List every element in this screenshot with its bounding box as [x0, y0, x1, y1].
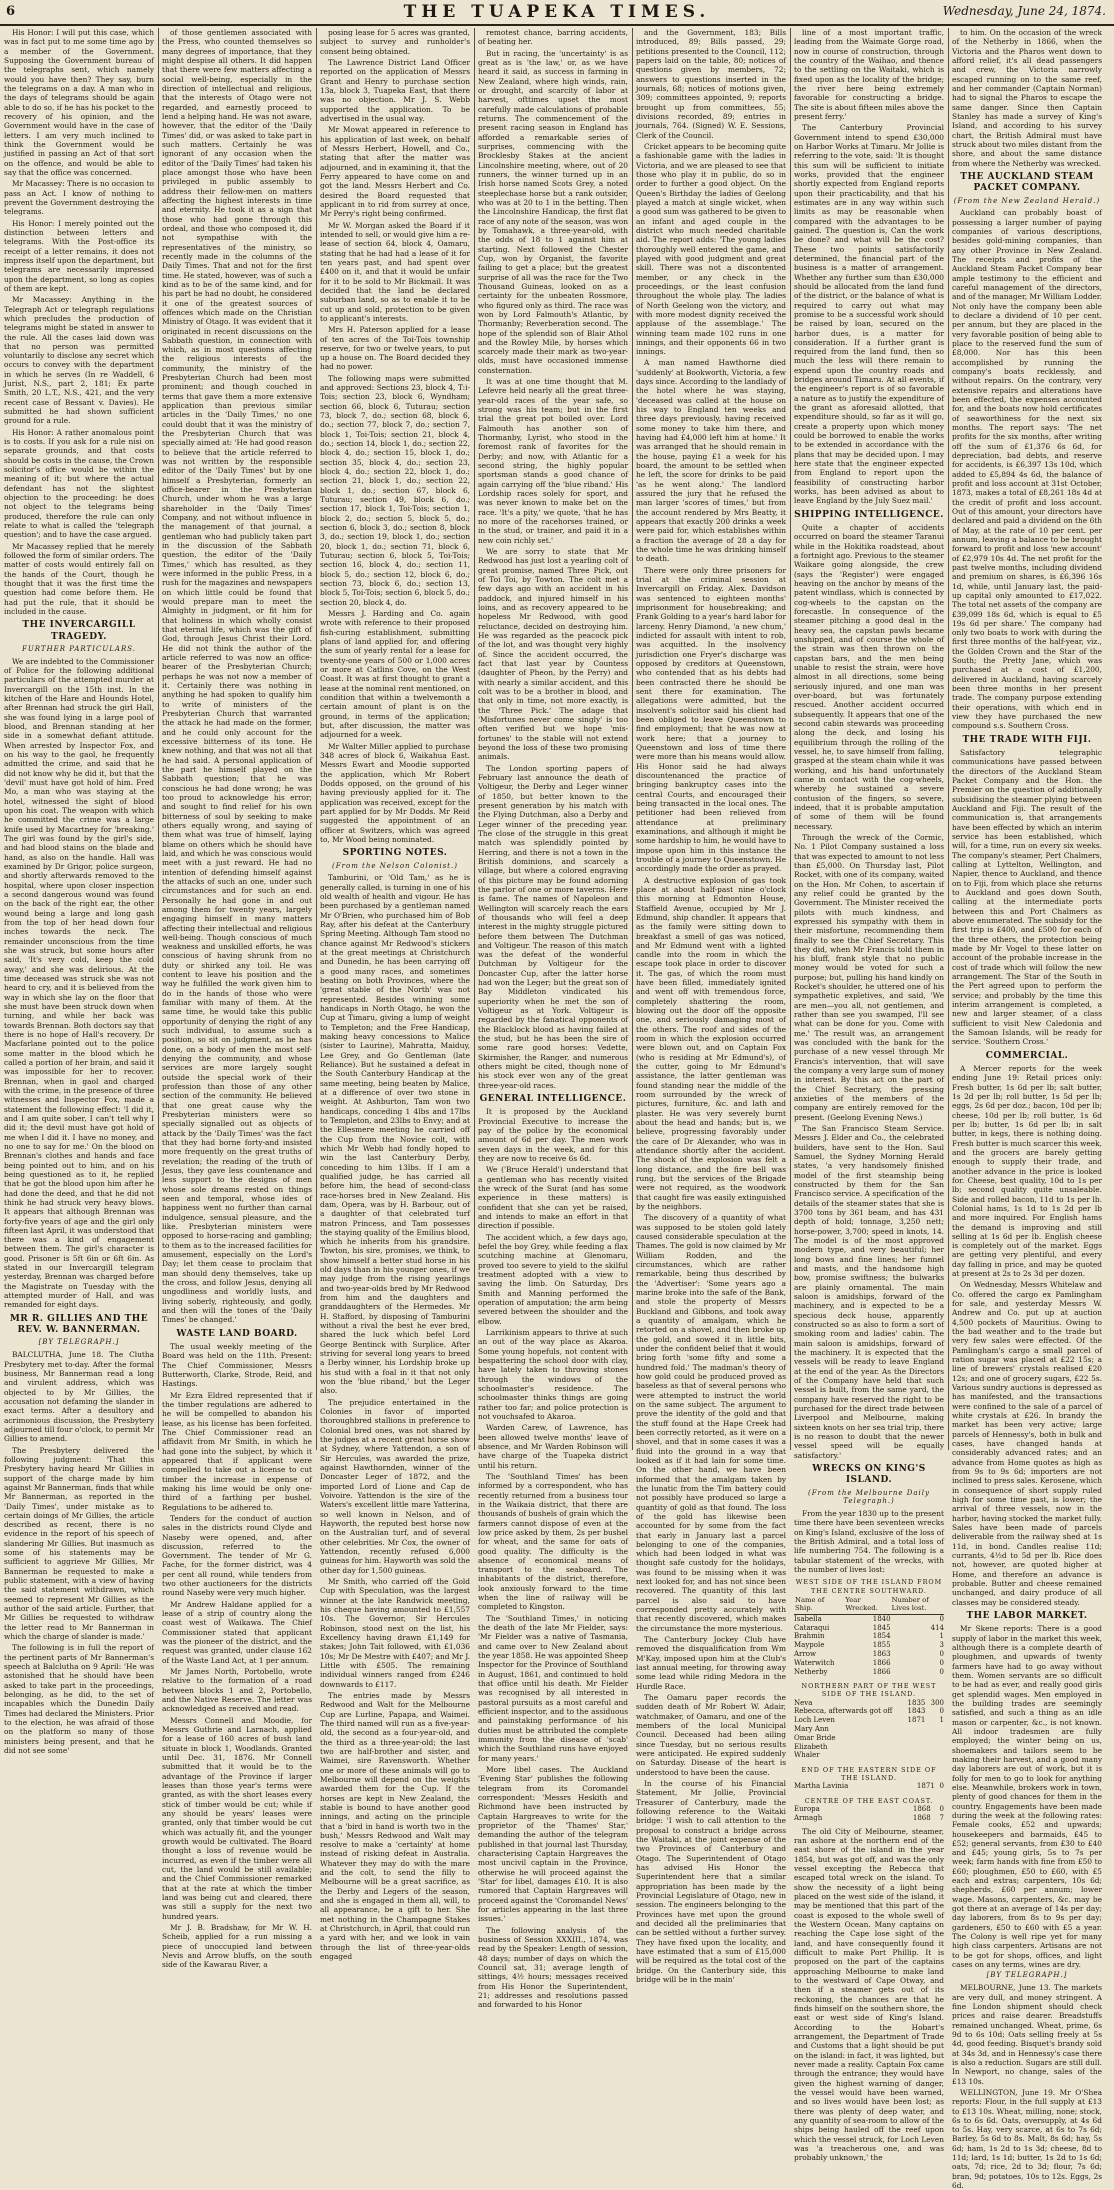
- lives-lost-cell: [925, 1725, 944, 1734]
- lives-lost-cell: 300: [930, 1698, 944, 1707]
- column-rule: [316, 28, 317, 1450]
- article-paragraph: A man named Hawthorne died 'suddenly' at Bookworth, Victoria, a few days since. According to the landlady of the hotel where he was staying, 'deceased was called at the house on his way to England ten weeks and three days previously, having received some money to take him there, and having had £4,000 left him at home.' It was arranged that he should remain in the house, paying £1 a week for his board, the amount to be settled when he left, the score for drinks to be paid 'as he went along.' The landlord assured the jury that he refused the man larger 'scores of times,' but from the account rendered by Mrs Beatty, it appears that exactly 200 drinks a week were paid for, which establishes within a fraction the average of 28 a day for the whole time he was drinking himself to death.: [636, 358, 786, 564]
- column-2: [162, 28, 312, 1970]
- article-paragraph: Mr J. B. Bradshaw, for Mr W. H. Scheib, applied for a run missing a piece of unoccupied land between Nevis and Arrow bluffs, on the south side of the Kawarau River, a: [162, 1922, 312, 1970]
- table-row: [794, 1814, 944, 1823]
- table-header-cell: Year Wrecked.: [844, 1595, 890, 1615]
- table-row: [794, 1668, 944, 1677]
- lives-lost-cell: 1: [939, 1632, 944, 1641]
- article-paragraph: of those gentlemen associated with the Press, who counted themselves so many degrees of importance, that they might despise all others. It did happen that there were few matters affecting a social well-being, especially in the direction of intellectual and religious, that the interests of Otago were not regarded, and earnestly proceed to lend a helping hand. He was not aware, however, that the editor of the 'Daily Times' did, or was asked to take part in such matters. Certainly he was ignorant of any occasion when the editor of the 'Daily Times' had taken his place amongst those who have been privileged in public assembly to address their fellow-men on matters affecting the highest interests in time and eternity. He took it as a sign that those who had gone through this ordeal, and those who composed it, did not sympathise with the representatives of the ministry, so recently made in the columns of the Daily Times. That and not for the first time. He stated, however, was of such a kind as to be of the same kind, and for his part he had no doubt, he considered it one of the greatest sources of offences which made on the Christian Ministry of Otago. It was evident that it originated in recent discussions on the Sabbath question, in connection with which, as in most questions affecting the religious interests of the community, the ministry of the Presbyterian Church had been most prominent; and though couched in terms that gave them a more extensive application than previous similar articles in the 'Daily Times,' no one could doubt that it was the ministry of the Presbyterian Church that was specially aimed at: 'He had good reason to believe that the article referred to was not written by the responsible editor of the 'Daily Times' but by one himself a Presbyterian, formerly an office-bearer in the Presbyterian Church, under whom he was a large shareholder in the 'Daily Times' Company, and not without influence in the management of that journal, a gentleman who had publicly taken part in the discussion of the Sabbath question, the editor of the 'Daily Times,' which has resulted, as they were informed in the public Press, in a rush for the magazines and newspapers on which little could be found that would prepare man to meet the Almighty in judgment, or fit him for that holiness in which wholly consist that eternal life, which was the gift of God, through Jesus Christ their Lord. He did not think the author of the article referred to was now an office-bearer of the Presbyterian Church; perhaps he was not now a member of it. Certainly there was nothing in anything he had spoken to qualify him to write of ministers of the Presbyterian Church that warranted the attack he had made on the former, and he could only account for the excessive bitterness of its tone. He knew nothing, and that was not all that he had said. A personal application of the part he himself played on the Sabbath question; that he was conscious he had done wrong; he was too proud to acknowledge his error; and sought to find relief for his own bitterness of soul by seeking to make others equally wrong, and saying of them what was true of himself, laying blame on others which he should have laid, and which he was conscious would meet with a just reward. He had no intention of defending himself against the attacks of such an one, under such circumstances and for such an end. Personally he had gone in and out among them for twenty years, largely engaging himself in many matters affecting their intellectual and religious well-being. Though conscious of much weakness and unskilled efforts, he was conscious of having shrunk from no duty or shirked any toil. He was content to leave his position and the way he fulfilled the work given him to do in the hands of those who were familiar with many of them. At the same time, he would take this public opportunity of denying the right of any such individual, to assume such a position, so sit on judgment, as he has done, on a body of men the most self-denying the community, and whose services are more largely sought outside the special work of their profession than those of any other section of the community. He believed that one great cause why the Presbyterian ministers were so specially signalled out as objects of attack by the 'Daily Times' was the fact that they had borne forty-and insisted more frequently on the great truths of revelation; the reading of the truth of Jesus, they gave less countenance and less support to the designs of men whose sole dreams rested on things seen and temporal, whose ides of happiness went no further than carnal indulgence, sensual pleasure, and the like. Presbyterian ministers were opposed to horse-racing and gambling; to them as to the increased facilities for amusement, especially on the Lord's Day; let them cease to proclaim that man should deny themselves, take up the cross, and follow Jesus, denying all ungodliness and worldly lusts, and living soberly, righteously, and godly, and then will the tones of the 'Daily Times' be changed.': [162, 28, 312, 1325]
- newspaper-title: THE TUAPEKA TIMES.: [403, 2, 711, 22]
- table-row: [794, 1734, 944, 1743]
- article-headline: MR R. GILLIES AND THE REV. W. BANNERMAN.: [9, 1313, 149, 1336]
- article-paragraph: In the course of his Financial Statement, Mr Jollie, Provincial Treasurer of Canterbury, made the following reference to the Waitaki bridge: 'I wish to call attention to the proposal to construct a bridge across the Waitaki, at the joint expense of the two Provinces of Canterbury and Otago. The Superintendent of Otago has advised His Honor the Superintendent here that a similar appropriation has been made by the Provincial Legislature of Otago, new in session. The engineers belonging to the Provinces have met upon the ground and decided all the preliminaries that can be settled without a further survey. They have fixed upon the locality, and have estimated that a sum of £15,000 will be required as the total cost of the bridge. On the Canterbury side, this bridge will be in the main': [636, 1779, 786, 1984]
- masthead: [0, 0, 1114, 26]
- lives-lost-cell: 0: [939, 1658, 944, 1667]
- ship-name-cell: Armagh: [794, 1814, 823, 1823]
- article-paragraph: Through the wreck of the Cormic, No. 1 Pilot Company sustained a loss that was expected to amount to not less than £5,000. On Thursday last, Pilot Rocket, with one of its company, waited on the Hon. Mr Cohen, to ascertain if any relief could be granted by the Government. The Minister received the pilots with much kindness, and expressed his sympathy with them in their misfortune, recommending them finally to see the Chief Secretary. This they did, when Mr Francis told them in his bluff, frank style that no public money would be voted for such a purpose; but, pulling his hand kindly on Rocket's shoulder, he uttered one of his sympathetic expletives, and said, 'We are men—you all, not gentlemen, and rather than see you swamped, I'll see what can be done for you. Come with me.' The result was, an arrangement was concluded with the bank for the purchase of a new vessel through Mr Francis's intervention, that will save the company a very large sum of money in interest. By this act on the part of the Chief Secretary, the pressing anxieties of the members of the company are entirely removed for the present. (Geelong Evening News.): [794, 832, 944, 1122]
- year-cell: 1845: [872, 1623, 891, 1632]
- wrecks-table: [794, 1680, 944, 1760]
- year-cell: 1866: [872, 1667, 891, 1676]
- article-paragraph: line of a most important traffic, leading from the Waimate Gorge road, now in course of construction, through the country of the Waihao, and thence to the settling on the Waitaki, which is fixed upon as the locality of the bridge; the river here being extremely favorable for constructing a bridge. The site is about fifteen miles above the present ferry.': [794, 28, 944, 121]
- lives-lost-cell: 0: [939, 1805, 944, 1814]
- ship-name-cell: Isabella: [794, 1614, 822, 1623]
- article-paragraph: More libel cases. The Auckland 'Evening Star' publishes the following telegram from its Coromandel correspondent: 'Messrs Heskith and Richmond have been instructed by Captain Hargreaves to write for the proprietor of the 'Thames' Star,' demanding the author of the telegram published in that journal last Thursday, characterising Captain Hargreaves the most uncivil captain in the Province, otherwise he will proceed against the 'Star' for libel, damages £10. It is also rumored that Captain Hargreaves will proceed against the 'Coromandel News' for articles appearing in the last three issues.': [478, 1765, 629, 1924]
- ship-name-cell: Whaler: [794, 1751, 820, 1760]
- article-headline: WASTE LAND BOARD.: [176, 1328, 298, 1339]
- article-paragraph: The 'Southland Times,' in noticing the death of the late Mr Fielder, says: 'Mr Fielder was a native of Tasmania, and came over to New Zealand about the year 1858. He was appointed Sheep Inspector for the Province of Southland in August, 1861, and continued to hold that office until his death. Mr Fielder was recognised by all interested in pastoral pursuits as a most careful and efficient inspector, and to the assiduous and painstaking performance of his duties must be attributed the complete immunity from the disease of 'scab' which the Southland runs have enjoyed for many years.': [478, 1613, 629, 1763]
- article-paragraph: posing lease for 5 acres was granted, subject to survey and runholder's consent being obtained.: [320, 28, 470, 56]
- table-row: [794, 1624, 944, 1633]
- lives-lost-cell: 1: [939, 1716, 944, 1725]
- column-rule: [158, 28, 159, 1450]
- year-cell: 1854: [872, 1632, 891, 1641]
- ship-name-cell: Waterwitch: [794, 1658, 835, 1667]
- article-paragraph: Larrikinism appears to thrive at such an out of the way place as Akaroa. Some young hopefuls, not content with bespattering the school door with clay, have lately taken to throwing stones through the windows of the schoolmaster's residence. The schoolmaster thinks things are going rather too far; and police protection is not vouchsafed to Akaroa.: [478, 1327, 628, 1421]
- column-6: [794, 28, 944, 2163]
- article-paragraph: The old City of Melbourne, steamer, ran ashore at the northern end of the east shore of the island in the year 1854, but was got off, and was the only vessel excepting the Rebecca that escaped total wreck on the island. To show the necessity of a light being placed on the west side of the island, it may be mentioned that this part of the coast is exposed to the whole swell of the Western Ocean. Many captains on reaching the Cape lose sight of the land, and have consequently found it difficult to make Port Phillip. It is proposed on the part of the captains approaching Melbourne to make land to the westward of Cape Otway, and then if a steamer gets out of its reckoning, the chances are that he finds himself on the southern shore, the east or west side of King's Island. According to the Hobart's arrangement, the Department of Trade and Customs that a light should be put on the island: in fact, it was lighted, but never made a reality. Captain Fox came through the entrance; they would have given the highest warning of danger, the vessel would have been warned, and so lives would have been lost; as there was plenty of deep water, and any quantity of sea-room to allow of the ships being hauled off the reef upon which the vessel struck, for Loch Leven was 'a treacherous one, and was probably unknown,' the: [794, 1826, 944, 2163]
- column-3: [320, 28, 470, 1962]
- lives-lost-cell: 0: [939, 1782, 944, 1791]
- year-cell: 1866: [872, 1658, 891, 1667]
- column-rule: [474, 28, 475, 1450]
- year-cell: 1871: [907, 1716, 926, 1725]
- article-headline: THE TRADE WITH FIJI.: [962, 734, 1092, 745]
- table-row: [794, 1632, 944, 1641]
- ship-name-cell: Omar Bride: [794, 1733, 836, 1742]
- article-subheading: [BY TELEGRAPH.]: [986, 1971, 1068, 1980]
- column-rule: [632, 28, 633, 1450]
- year-cell: 1835: [907, 1698, 926, 1707]
- lives-lost-cell: 0: [939, 1667, 944, 1676]
- article-headline: SPORTING NOTES.: [342, 848, 448, 859]
- table-row: [794, 1650, 944, 1659]
- year-cell: 1843: [907, 1707, 926, 1716]
- year-cell: [901, 1751, 926, 1760]
- article-paragraph: The prejudice entertained in the Colonies in favor of imported thoroughbred stallions in preference to Colonial bred ones, was not shared by the judges at a recent great horse show at Sydney, where Yattendon, a son of Sir Hercules, was awarded the prize, against Hawthornden, winner of the Doncaster Leger of 1872, and the imported Lord of Lione and Cap de Voivoire. Yattendon is the sire of the Waters's excellent little mare Yatterina, so well known in Nelson, and of Hayworth, the reputed best horse now on the Australian turf, and of several other celebrities. Mr Cox, the owner of Yattendon, recently refused 6,000 guineas for him. Hayworth was sold the other day for 1,500 guineas.: [320, 1397, 470, 1575]
- article-paragraph: The Oamaru paper records the sudden death of Mr Robert W. Adair, watchmaker, of Oamaru, and one of the members of the local Municipal Council. Deceased had been ailing since Tuesday, but no serious results were anticipated. He expired suddenly on Saturday. Disease of the heart is understood to have been the cause.: [636, 1693, 786, 1777]
- article-paragraph: The discovery of a quantity of what was supposed to be stolen gold lately caused considerable speculation at the Thames. The gold is now claimed by Mr William Rodden, and the circumstances, which are rather remarkable, being thus described by the 'Advertiser': 'Some years ago a marine broke into the safe of the Bank, and stole the property of Messrs Buckland and Gibbons, and took away a quantity of amalgam, which he retorted on a shovel, and then broke up the gold, and sowed it in little bits, under the confident belief that it would bring forth 'some fifty and some a hundred fold.' The madman's theory of how gold could be produced proved as baseless as that of several persons who were attempted to instruct the world on the same subject. The argument to prove the identity of the gold and that the stuff found at the Hape Creek had been correctly retorted, as it were on a shovel, and that in some cases it was a fluid into the ground in a way that looked as if it had lain for some time. On the other hand, we have been informed that the amalgam taken by the lunatic from the Tim battery could not possibly have produced so large a quantity of gold as that found. The loss of the gold has likewise been accounted for by some from the fact that early in January last a parcel belonging to one of the companies, which had been lodged in what was thought safe custody for the holidays, was found to be missing when it was next looked for, and has not since been recovered. The quantity of this last parcel is also said to have corresponded pretty accurately with that recently discovered, which makes the circumstance the more mysterious.: [636, 1213, 786, 1633]
- year-cell: 1863: [872, 1649, 891, 1658]
- year-cell: 1840: [872, 1614, 891, 1623]
- article-paragraph: His Honor: I merely pointed out the distinction between letters and telegrams. With the Post-office its receipt of a letter remains, it does not impress itself upon the department, but telegrams are necessarily impressed upon the department, so long as copies of them are kept.: [4, 218, 154, 293]
- article-headline: GENERAL INTELLIGENCE.: [479, 1094, 627, 1105]
- article-paragraph: Auckland can probably boast of possessing a larger number of paying companies of various descriptions, besides gold-mining companies, than any other Province in New Zealand. The receipts and profits of the Auckland Steam Packet Company bear ample testimony to the efficient and careful management of the directors, and of the manager, Mr William Lodder. Not only have the company been able to declare a dividend of 10 per cent. per annum, but they are placed in the very favorable position of being able to place to the reserved fund the sum of £8,000. Nor has this been accomplished by running the company's boats recklessly, and without repairs. On the contrary, very extensive repairs and alterations have been effected, the expenses accounted for, and the boats now hold certificates of seaworthiness for the next six months. The report says: 'The net profits for the six months, after writing off the sum of £1,376 6s 6d, for depreciation, bad debts, and reserve for accidents, is £6,397 13s 10d, which added to £5,894 4s 6d, the balance of profit and loss account at 31st October, 1873, makes a total of £8,261 18s 4d at the credit of profit and loss account. Out of this amount, your directors have declared and paid a dividend on the 6th of May, at the rate of 10 per cent. per annum, leaving a balance to be brought forward to profit and loss 'new account' of £2,979 10s 4d. The net profit for the past twelve months, including dividend and premium on shares, is £6,396 16s 1d, while, until January last, the paid-up capital only amounted to £17,022. The total net assets of the company are £39,099 18s 6d, which is equal to £5 19s 6d per share.' The company had only two boats to work with during the first three months of the half-year, viz., the Golden Crown and the Star of the South; the Pretty Jane, which was purchased at a cost of £1,200, delivered in Auckland, having scarcely been three months in her present trade. The company purpose extending their operations, with which end in view they have purchased the new compound s.s. Southern Cross.: [952, 208, 1102, 731]
- page-number: 6: [6, 4, 16, 19]
- article-paragraph: Quite a chapter of accidents occurred on board the steamer Taranui while in the Hokitika roadstead, about a fortnight ago. Previous to the steamer Waikare going alongside, the crew (says the 'Register') were engaged heaving on the anchor by means of the patent windlass, which is connected by cog-wheels to the capstan on the forecastle. In consequence of the steamer pitching a good deal in the heavy sea, the capstan pawls became unshipped, and of course the whole of the strain was then thrown on the capstan bars, and the men being unable to resist the strain, were hove almost in all directions, some being seriously injured, and one man was over-board, but was fortunately rescued. Another accident occurred subsequently. It appears that one of the second cabin stewards was proceeding along the deck, and losing his equilibrium through the rolling of the vessel, he, to save himself from falling, grasped at the steam chain while it was working, and his hand unfortunately came in contact with the cog-wheels, whereby he sustained a severe contusion of the fingers, so severe, indeed, that it is probable amputation of some of them will be found necessary.: [794, 523, 944, 831]
- article-headline: THE AUCKLAND STEAM PACKET COMPANY.: [960, 171, 1094, 194]
- column-4: [478, 28, 629, 2010]
- article-paragraph: Mr Smith, who carried off the Gold Cup with Speculation, was the largest winner at the late Randwick meeting, his cheque having amounted to £1,557 10s. The Governor, Sir Hercules Robinson, stood next on the list, his Excellency having drawn £1,149 for stakes; John Tait followed, with £1,036 10s; Mr De Mestre with £407; and Mr J. Little with £505. The remaining individual winners ranged from £246 downwards to £117.: [320, 1576, 470, 1689]
- article-paragraph: BALCLUTHA, June 18. The Clutha Presbytery met to-day. After the formal business, Mr Bannerman read a long and virulent address, which was objected to by Mr Gillies, the accusation not defaming the slander in exact terms. After a desultory and acrimonious discussion, the Presbytery adjourned till four o'clock, to permit Mr Gillies to amend.: [4, 1350, 154, 1444]
- article-paragraph: The San Francisco Steam Service. Messrs J. Elder and Co., the celebrated builders, have sent to the Hon. Saul Samuel, the Sydney Morning Herald states, 'a very handsomely finished model of the first steamship being constructed by them for the San Francisco service. A specification of the details of the steamer states that she is 3700 tons by 361 beam, and has 431 depth of hold; tonnage, 3,250 nett; horse-power, 3,700; speed in knots, 14. The model is of the most approved modern type, and very beautiful; her long bows and fine lines; her funnel and masts, and the handsome high bow, promise swiftness; the bulwarks are plainly ornamental. The main saloon is amidships, forward of the machinery, and is expected to be a specious deck house, apparently constructed so as also to form a sort of smoking room and ladies' cabin. The main saloon is amidships, forward of the machinery. It is expected that the vessels will be ready to leave England at the end of the year. As the Directors of the Company have held that such vessel is built, from the same yard, the company have reserved the right to be purchased for the direct trade between Liverpool and Melbourne, making sixteen knots on her sea trial trip, there is no reason to doubt that the newer vessel speed will be equally satisfactory.': [794, 1124, 944, 1460]
- article-paragraph: Mr Macassey: Anything in the Telegraph Act or telegraph regulations which precludes the production of telegrams might be stated in answer to the rule. All the cases laid down was that no person was permitted voluntarily to disclose any secret which occurs to convey with the department in which he serves (In re Waddell, 6 Jurist, N.S., part 2, 181; Ex parte Smith, 20 L.T., N.S., 421, and the very recent case of Bessant v. Davies). He submitted he had shown sufficient ground for a rule.: [4, 295, 154, 426]
- ship-name-cell: Martha Lavinia: [794, 1782, 849, 1791]
- article-paragraph: WELLINGTON, June 19. Mr O'Shea reports: Flour, in the full supply at £13 to £13 10s. Wheat, milling, none; stock, 6s to 6s 6d. Oats, oversupply, at 4s 6d to 5s. Hay, very scarce, at 6s to 7s 6d; Barley, 5s 6d to 8s. Malt, 8s 6d; hay, 5s 6d; ham, 1s 2d to 1s 3d; cheese, 8d to 11d; lard, 1s 1d; butter, 1s 2d to 1s 6d; oats, 7d; rice, 2d to 3d; flour, 7s 6d; bran, 9d; potatoes, 10s to 12s. Eggs, 2s 6d.: [952, 2087, 1102, 2190]
- article-paragraph: A destructive explosion of gas took place at about half-past nine o'clock this morning at Edmonton House, Staffield Avenue, occupied by Mr J. Edmund, ship chandler. It appears that as the family were sitting down to breakfast a smell of gas was noticed, and Mr Edmund went with a lighted candle into the room in which the escape took place in order to discover it. The gas, of which the room must have been filled, immediately ignited and went off with tremendous force, completely shattering the room, blowing out the door off the opposite one, and seriously damaging most of the others. The roof and sides of the room in which the explosion occurred were blown out, and on Captain Fox (who is residing at Mr Edmund's), of the cutter, going to Mr Edmund's assistance, the latter gentleman was found standing near the middle of the room surrounded by the wreck of pictures, furniture, &c. and lath and plaster. He was very severely burnt about the head and hands; but is, we believe, progressing favorably under the care of Dr Alexander, who was in attendance shortly after the accident. The shock of the explosion was felt a long distance, and the fire bell was rung, but the services of the Brigade were not required, as the woodwork that caught fire was easily extinguished by the neighbors.: [636, 875, 786, 1212]
- lives-lost-cell: [925, 1751, 944, 1760]
- ship-name-cell: Netherby: [794, 1667, 828, 1676]
- year-cell: 1855: [872, 1641, 891, 1650]
- wrecks-table: [794, 1795, 944, 1823]
- ship-name-cell: Elizabeth: [794, 1742, 828, 1751]
- article-paragraph: The 'Southland Times' has been informed by a correspondent, who has recently returned from a business tour in the Waikaia district, that there are thousands of bushels of grain which the farmers cannot dispose of even at the low price asked by them, 2s per bushel for wheat, and the same for oats of good quality. The difficulty is the absence of economical means of transport to the seaboard. The inhabitants of the district, therefore, look anxiously forward to the time when the line of railway will be completed to Kingston.: [478, 1471, 628, 1612]
- table-row: [794, 1805, 944, 1814]
- article-paragraph: A Mercer reports for the week ending June 19: Retail prices only: Fresh butter, 1s 6d per lb; salt butter, 1s 2d per lb; roll butter, 1s 5d per lb; eggs, 2s 6d per doz.; bacon, 10d per lb; cheese, 10d per lb; roll butter, 1s 6d per lb; butter, 1s 6d per lb; in salt butter, in kegs, there is nothing doing. Fresh butter is much scarcer this week, and the grocers are barely getting enough to supply their trade, and another advance in the price is looked for. Cheese, best quality, 10d to 1s per lb; second quality quite unsaleable. Side and rolled bacon, 11d to 1s per lb. Colonial hams, 1s 1d to 1s 2d per lb and more inquired. For English hams the demand is improving and still selling at 1s 6d per lb. English cheese is completely out of the market. Eggs are getting very plentiful, and every day falling in price, and may be quoted at present at 2s to 2s 3d per dozen.: [952, 1063, 1102, 1279]
- article-paragraph: remotest chance, barring accidents, of beating her.: [478, 28, 628, 47]
- article-paragraph: The following analysis of the business of Session XXXIII., 1874, was read by the Speaker: Length of session, 48 days; number of days on which the Council sat, 31; average length of sittings, 4½ hours; messages received from His Honor the Superintendent, 21; addresses and resolutions passed and forwarded to his Honor: [478, 1925, 628, 2010]
- article-paragraph: The usual weekly meeting of the Board was held on the 11th. Present: The Chief Commissioner, Messrs Butterworth, Clarke, Strode, Reid, and Hastings.: [162, 1341, 312, 1389]
- table-row: [794, 1614, 944, 1623]
- article-paragraph: Mr Andrew Haldane applied for a lease of a strip of country along the coast west of Waikawa. The Chief Commissioner stated that applicant was the pioneer of the district, and the request was granted, under clause 162 of the Waste Land Act, at 1 per annum.: [162, 1599, 312, 1665]
- table-row: [794, 1716, 944, 1725]
- article-paragraph: We ('Bruce Herald') understand that a gentleman who has recently visited the wreck of the Surat (and has some experience in these matters) is confident that she can yet be raised, and intends to make an effort in that direction if possible.: [478, 1165, 628, 1231]
- article-headline: THE LABOR MARKET.: [966, 1610, 1088, 1621]
- ship-name-cell: Arrow: [794, 1649, 816, 1658]
- article-paragraph: The Presbytery delivered the following judgment: 'That this Presbytery having heard Mr Gillies in support of the charge made by him against Mr Bannerman, finds that while Mr Bannerman, as reported in the 'Daily Times', under mistake as to certain doings of Mr Gillies, the article described as recent, there is no evidence in the report of his speech of slandering Mr Gillies. But inasmuch as some of his statements may be sufficient to aggrieve Mr Gillies, Mr Bannerman be requested to make a public statement, with a view of having the said statement withdrawn, which seemed to represent Mr Gillies as the author of the said article. Further, that Mr Gillies be requested to withdraw the letter read to Mr Bannerman in which the charge of slander is made.': [4, 1445, 154, 1642]
- lives-lost-cell: 414: [930, 1623, 944, 1632]
- table-row: [794, 1641, 944, 1650]
- article-paragraph: Tenders for the conduct of auction sales in the districts round Clyde and Naseby were opened, and, after discussion, referred to the Government. The tender of Mr G. Fache, for the former district, was 4 per cent all round, while tenders from two other auctioneers for the districts round Naseby were very much higher.: [162, 1513, 312, 1598]
- article-subheading: (From the Nelson Colonist.): [332, 861, 458, 870]
- table-row: [794, 1743, 944, 1752]
- wrecks-table: [794, 1576, 944, 1676]
- ship-name-cell: Europa: [794, 1805, 820, 1814]
- article-paragraph: Mr Ezra Eldred represented that if the timber regulations are adhered to he will be compelled to abandon his lease, as his license has been forfeited. The Chief Commissioner read an affidavit from Mr Smith, in which he had gone into the subject, by which it appeared that if applicant were compelled to take out a license to cut timber the increase in expense of making his lime would be only one-third of a farthing per bushel. Regulations to be adhered to.: [162, 1390, 312, 1512]
- article-paragraph: We are indebted to the Commissioner of Police for the following additional particulars of the attempted murder at Invercargill on the 15th inst. In the kitchen of the Hare and Hounds Hotel, after Brennan had struck the girl Hall, she was found lying in a large pool of blood, and Brennan standing at her side in a somewhat defiant attitude. When arrested by Inspector Fox, and on his way to the gaol, he frequently admitted the crime, and said that he did not know why he did it, but that the 'devil' must have got hold of him. Fred Mo, a man who was staying at the hotel, witnessed the sight of blood upon his coat. The weapon with which he committed the crime was a large knife used by Macartney for 'breaking.' The girl was found by the girl's side, and had blood stains on the blade and hand, as also on the handle. Hall was examined by Dr Grigor, police surgeon, and shortly afterwards removed to the hospital, where upon closer inspection a second dangerous wound was found on the back of the right ear, the other wound being a large and long gash from the top of her head down four inches towards the neck. The remainder unconscious from the time she was struck, but some hours after said, 'It's very cold, keep the cold away,' and she was delirious. At the time deceased was struck she was not heard to cry, and it is believed from the way in which she lay on the floor that she must have been struck down when turning, and while her back was towards Brennan. Both doctors say that there is no hope of Hall's recovery. Dr Macfarlane pointed out to the police some matter in the blood which he called a portion of her brain, and said it was impossible for her to recover. Brennan, when in gaol and charged with the crime, in the presence of three witnesses and Inspector Fox, made a statement the following effect: 'I did it, and I am quite sober, I can't tell why I did it; the devil must have got hold of me when I did it. I have no money, and no one to say for me.' On the blood on Brennan's clothes and hands and face being pointed out to him, and on his being questioned as to it, he replied that he got the blood upon him after he had done the deed, and that he did not think he had struck very heavy blows. It appears that although Brennan was forty-five years of age and the girl only fifteen last April, it was understood that there was a kind of engagement between them. The girl's character is good. Prisoner is 5ft 6in or 6ft 6in. As stated in our Invercargill telegram yesterday, Brennan was charged before the Magistrate on Tuesday with the attempted murder of Hall, and was remanded for eight days.: [4, 656, 154, 1310]
- column-1: [4, 28, 154, 1756]
- year-cell: 1871: [916, 1782, 935, 1791]
- article-paragraph: to him. On the occasion of the wreck of the Netherby in 1866, when the Victoria and the Pharos went down to afford relief, it's all dead passengers and crew, the Victoria narrowly escaped running on to the same reef, and her commander (Captain Norman) had to signal the Pharos to escape the same danger. Since then Captain Stanley has made a survey of King's Island, and according to his survey chart, the British Admiral must have struck about two miles distant from the shore, and about the same distance from where the Netherby was wrecked.: [952, 28, 1102, 168]
- table-row: [794, 1751, 944, 1760]
- ship-name-cell: Maypole: [794, 1641, 825, 1650]
- article-paragraph: It was at one time thought that M. Lefevre held nearly all the great three-year-old races of the year safe, so strong was his team; but in the first trial the great pot boiled over. Lord Falmouth has another son of Thormanby, Lyrist, who stood in the foremost rank of favorites for the Derby; and now, with Atlantic for a second string, the highly popular sportsman stands a good chance of again carrying off the 'blue riband.' His Lordship races solely for sport, and was never known to make bet on the race. 'It's a pity,' we quote, 'that he has no more of the racehorses trained, or in the stud, or trainer, and paid it in a new coin richly set.': [478, 377, 628, 545]
- lives-lost-cell: [925, 1734, 944, 1743]
- year-cell: 1868: [912, 1814, 931, 1823]
- lives-lost-cell: [925, 1743, 944, 1752]
- article-paragraph: The accident which, a few days ago, befel the boy Grey, while feeding a flax scutching machine at Glenomaru, proved too severe to yield to the skilful treatment adopted with a view to saving the limb. On Saturday, Drs Smith and Manning performed the operation of amputation; the arm being severed between the shoulder and the elbow.: [478, 1232, 628, 1326]
- article-subheading: (From the New Zealand Herald.): [953, 196, 1101, 205]
- ship-name-cell: Mary Ann: [794, 1724, 829, 1733]
- article-paragraph: and the Government, 183; Bills introduced, 89; Bills passed, 29; petitions presented to the Council, 112; papers laid on the table, 80; notices of questions given by members, 72; answers to questions inserted in the journals, 68; notices of motions given, 309; committees appointed, 9; reports brought up from committees, 55; divisions recorded, 89; entries in journals, 764. (Signed) W. E. Sessions, Clerk of the Council.: [636, 28, 786, 140]
- column-5: [636, 28, 786, 1984]
- article-subheading: FURTHER PARTICULARS.: [22, 645, 136, 653]
- article-headline: COMMERCIAL.: [985, 1050, 1069, 1061]
- article-paragraph: The Canterbury Provincial Government intend to spend £30,000 on Harbor Works at Timaru. Mr Jollie is referring to the vote, said: 'It is thought this sum will be sufficient to initiate works, provided that the engineer shortly expected from England reports upon their practicability, and that his estimates are in any way within such limits as may be reasonable when compared with the advantages to be gained. The question is, Can the work be done? and what will be the cost? These two points satisfactorily determined, the financial part of the business is a matter of arrangement. Whether any further sum than £30,000 should be allocated from the land fund of the district, or the balance of what is required to carry out what may promise to be a successful work should be raised by loan, secured on the harbor dues, is a matter for consideration. If a further grant is required from the land fund, then so much the less will there remain to expend upon the country roads and bridges around Timaru. At all events, if the engineer's report is of so favorable a nature as to justify the expenditure of the grant as aforesaid allotted, that expenditure should, so far as it will go, create a property upon which money could be borrowed to enable the works to be extended in accordance with the plans that may be decided upon. I may here state that the engineer expected from England to report upon the feasibility of constructing harbor works, has been advised as about to leave England by the July Suez mail.': [794, 123, 944, 506]
- article-headline: SHIPPING INTELLIGENCE.: [794, 509, 944, 520]
- table-row: [794, 1699, 944, 1708]
- article-paragraph: Mr Mowat appeared in reference to his application of last week, on behalf of Messrs Herbert, Howell, and Co., stating that after the matter was adjourned, and in examining it, that the Ferry appeared to have come on and got the land. Messrs Herbert and Co. desired the Board requested that applicant in to rid from surrey at once, Mr Perry's right being confirmed.: [320, 125, 470, 219]
- article-paragraph: The entries made by Messrs Redwood and Walt for the Melbourne Cup are Lurline, Papapa, and Waimei. The third named will run as a five-year-old, the second as a four-year-old, and the third as a three-year-old; the last two are half-brother and sister, and Waimei, sire Ravensworth. Whether one or more of these animals will go to Melbourne will depend on the weights awarded them for the Cup. If the horses are kept in New Zealand, the stable is bound to have another good innings, and acting on the principle that a 'bird in hand is worth two in the bush,' Messrs Redwood and Walt may resolve to make a 'certainty' at home instead of risking defeat in Australia. Whatever they may do with the mare and the colt, to send the filly to Melbourne will be a great sacrifice, as the Derby and Legers of the season, and she is engaged in them all, will, to all appearance, be a gift to her. She met nothing in the Champagne Stakes at Christchurch, in April, that could run a yard with her, and we look in vain through the list of three-year-olds engaged: [320, 1690, 470, 1962]
- table-row: [794, 1659, 944, 1668]
- lives-lost-cell: 7: [939, 1814, 944, 1823]
- lives-lost-cell: 0: [939, 1614, 944, 1623]
- article-paragraph: From the year 1830 up to the present time there have been seventeen wrecks on King's Island, exclusive of the loss of the British Admiral, and a total loss of life numbering 754. The following is a tabular statement of the wrecks, with the number of lives lost:: [794, 1509, 944, 1575]
- wrecks-table: [794, 1764, 944, 1791]
- article-paragraph: The following maps were submitted and approved: Sections 23, block 4, T:i-Tois; section 23, block 6, Wyndham; section 66, block 6, Tuturau; section 73, block 7, do.; section 68, block 6, do.; section 77, block 7, do.; section 7, block 1, Toi-Tois; section 21, block 4, do.; section 14, block 1, do.; section 22, block 4, do.; section 15, block 1, do.; section 35, block 4, do.; section 23, block 4, do.; section 22, block 1, do.; section 21, block 1, do.; section 22, block 1, do.; section 67, block 6, Tuturau; section 49, block 6, do.; section 17, block 1, Toi-Tois; section 1, block 2, do.; section 5, block 5, do.; section 6, block 3, do.; section 8, block 3, do.; section 19, block 1, do.; section 20, block 1, do.; section 71, block 6, Tuturau; section 6, block 5, Toi-Tois; section 16, block 4, do.; section 11, block 5, do.; section 12, block 6, do.; section 73, block 6, do.; section 13, block 5, Toi-Tois; section 6, block 5, do.; section 20, block 4, do.: [320, 373, 470, 607]
- article-paragraph: Mr Macassey replied that he merely followed the form of similar orders. The matter of costs would entirely fall on the hands of the Court, though he thought that it was the first time the question had come before them. He had put the rule, that it should be included in the cause.: [4, 541, 154, 617]
- column-7: [952, 28, 1102, 2190]
- ship-name-cell: Cataraqui: [794, 1623, 830, 1632]
- ship-name-cell: Loch Leven: [794, 1716, 835, 1725]
- table-section-heading: WEST SIDE OF THE ISLAND FROM THE CENTRE SOUTHWARD.: [795, 1578, 943, 1595]
- year-cell: [901, 1743, 926, 1752]
- table-header-cell: Number of Lives lost.: [891, 1595, 944, 1615]
- issue-date: Wednesday, June 24, 1874.: [942, 4, 1106, 18]
- article-subheading: [BY TELEGRAPH.]: [38, 1338, 120, 1347]
- article-paragraph: Mrs H. Paterson applied for a lease of ten acres of the Toi-Tois township reserve, for two or twelve years, to put up a house on. The Board decided they had no power.: [320, 325, 470, 372]
- article-paragraph: Mr Walter Miller applied to purchase 348 acres of block 6, Waikahua East. Messrs Ewart and Moodie supported the application, which Mr Robert Dodds opposed, on the ground of his having previously applied for it. The application was received, except for the part applied for by Mr Dodds. Mr Reid suggested the appointment of an officer at Switzers, which was agreed to, Mr Wood being nominated.: [320, 741, 470, 844]
- column-rule: [948, 28, 949, 1450]
- article-paragraph: Tamburini, or 'Old Tam,' as he is generally called, is turning in one of his old wealth of health and vigour. He has been purchased by a gentleman named Mr O'Brien, who purchased him of Bob Ray, after his defeat at the Canterbury Spring Meeting. Although Tam stood no chance against Mr Redwood's stickers at the great meetings at Christchurch and Dunedin, he has been carrying off a good many races, and sometimes beating on both Provinces, where the 'great stable of the North' was not represented. Besides winning some handicaps in North Otago, he won the Cup at Timaru, giving a lump of weight to Templeton; and the Free Handicap, making heavy concessions to Malice (sister to Laurine), Mahratta, Maiduy, Lee Grey, and Go Gentleman (late Reliance). But he sustained a defeat in the South Canterbury Handicap at the same meeting, being beaten by Malice, at a difference of over two stone in weight. At Ashburton, Tam won two handicaps, conceding 1 4lbs and 17lbs to Templeton, and 23lbs to Envy; and at the Ellesmere meeting he carried off the Cup from the Novice colt, with which Mr Webb had fondly hoped to win the last Canterbury Derby, conceding to him 13lbs. If I am a qualified judge, he has carried all before him, the head of second-class race-horses bred in New Zealand. His dam, Opera, was by H. Barbour, out of a daughter of that celebrated turf matron Princess, and Tam possesses the staying quality of the Emilius blood, which he inherits from his grandsire. Towton, his sire, promises, we think, to show himself a better stud horse in his old days than in his younger ones, if we may judge from the rising yearlings and two-year-olds bred by Mr Redwood from him and the daughters and granddaughters of the Hermedes. Mr H. Stafford, by disposing of Tamburini without a rival the best he ever bred, shared the luck which befel Lord George Bentinck with Surplice. After striving for several long years to breed a Derby winner, his Lordship broke up his stud with a foal in it that not only won the 'blue riband,' but the Leger also.: [320, 873, 470, 1396]
- article-headline: THE INVERCARGILL TRAGEDY.: [22, 620, 136, 642]
- table-section-heading: CENTRE OF THE EAST COAST.: [804, 1797, 934, 1806]
- year-cell: 1868: [912, 1805, 931, 1814]
- article-paragraph: MELBOURNE, June 13. The markets are very dull, and money stringent. A fine London shipment should check prices and raise dearer. Breadstuffs remained unchanged. Wheat, prime, 6s 9d to 6s 10d; Oats selling freely at 5s 4d, good feeding. Bisquet's brandy sold at 34s 3d, and in Hennessy's case there is also a reduction. Sugars are still dull. In Newport, no change, sales of the £13 10s.: [952, 1983, 1102, 2086]
- ship-name-cell: Rebecca, afterwards got off: [794, 1707, 893, 1716]
- ship-name-cell: Neva: [794, 1698, 813, 1707]
- article-subheading: (From the Melbourne Daily Telegraph.): [808, 1488, 930, 1506]
- table-section-heading: END OF THE EASTERN SIDE OF THE ISLAND.: [801, 1766, 937, 1783]
- article-paragraph: Mr W. Morgan asked the Board if it intended to sell, or would give him a re-lease of section 64, block 4, Oamaru, stating that he had had a lease of it for ten years past, and had spent over £400 on it, and that it would be unfair for it to be sold to Mr Bickmail. It was decided that the land be declared suburban land, so as to enable it to be cut up and sold, protection to be given to applicant's interests.: [320, 220, 470, 323]
- year-cell: [901, 1725, 926, 1734]
- table-section-heading: NORTHERN PART OF THE WEST SIDE OF THE ISLAND.: [801, 1682, 937, 1699]
- article-paragraph: His Honor: I will put this case, which was in fact put to me some time ago by a member of the Government. Supposing the Government bureau of the telegraphs sent, which namely would you have then? They say, burn the telegrams on a day. A man who in the days of telegrams should be again able to do so, if he has his pocket to the recovery of his opinion, and the Government would have in the case of letters. I am very much inclined to think the Government would be justified in passing an Act of that sort on the offence, and would be able to say that the office was concerned.: [4, 28, 154, 177]
- article-paragraph: We are sorry to state that Mr Redwood has just lost a yearling colt of great promise, named Three Pick, out of Toi Toi, by Towton. The colt met a few days ago with an accident in his paddock, and injured himself in his loins, and as recovery appeared to be hopeless Mr Redwood, with good reluctance, decided on destroying him. He was regarded as the peacock pick of the lot, and was thought very highly of. Since the accident occurred, the fact that last year by Countess (daughter of Pheon, by the Perry) and with nearly a similar accident, and this colt was to be a brother in blood, and that only in time, not more exactly, is the 'Three Pick.' The adage that 'Misfortunes never come singly' is too often verified but we hope 'mis-fortunes' to the stable will not extend beyond the loss of these two promising animals.: [478, 547, 628, 762]
- lives-lost-cell: 0: [939, 1649, 944, 1658]
- table-row: [794, 1725, 944, 1734]
- article-headline: WRECKS ON KING'S ISLAND.: [812, 1463, 926, 1486]
- table-row: [794, 1707, 944, 1716]
- article-paragraph: Cricket appears to be becoming quite a fashionable game with the ladies in Victoria, and we are pleased to see that those who play it in public, do so in order to further a good object. On the Queen's Birthday the ladies of Geelong played a match at single wicket, when a good sum was gathered to be given to an infant and aged couple in the district who much needed charitable aid. The report adds: 'The young ladies thoroughly well entered the game, and played with good judgment and great skill. There was not a discontented member, or any check in the proceedings, or the least confusion throughout the whole play. The ladies of North Geelong won the victory, and with more modest dignity received the applause of the assemblage.' The winning team made 102 runs in one innings, and their opponents 66 in two innings.: [636, 141, 786, 357]
- columns-area: [4, 28, 1110, 2190]
- article-paragraph: Mr Skene reports: There is a good supply of labor in the market this week, although there is a complete dearth of ploughmen, and upwards of twenty farmers have had to go away without them. Women servants are so difficult to be had as ever, and really good girls get splendid wages. Men employed in the building trades are seemingly satisfied, and such a thing as an idle mason or carpenter, &c., is not known. All indoor tradesmen are fully employed; the winter being on us, shoemakers and tailors seem to be making their harvest, and a good many day laborers are out of work, but it is folly for men to go to look for anything else. Meanwhile, brokers work in town, plenty of good chances for them in the country. Engagements have been made during the week at the following rates: Female cooks, £52 and upwards; housekeepers and barmaids, £45 to £52; general servants, from £30 to £40 and £45; young girls, 5s to 7s per week; farm hands with fine from £50 to £60; ploughmen, £50 to £60, with £5 each and extras; carpenters, 10s 6d; shepherds, £60 per annum; lower wage. Masons, carpenters, &c. may be got there at an average of 14s per day; day laborers, from 8s to 9s per day; gardeners, £50 to £60 with £5 a year. The Colony is well ripe yet for many high class carpenters. Artisans are not to be got for shops, offices, and light cases on any terms, wines are dry.: [952, 1624, 1102, 1970]
- column-rule: [790, 28, 791, 1450]
- ship-name-cell: Brahmin: [794, 1632, 825, 1641]
- article-paragraph: The Canterbury Jockey Club have removed the disqualification from Wm M'Kay, imposed upon him at the Club's last annual meeting, for throwing away some lead while riding Medora in the Hurdle Race.: [636, 1635, 786, 1691]
- lives-lost-cell: 0: [939, 1707, 944, 1716]
- article-paragraph: Messrs J. Harding and Co. again wrote with reference to their proposed fish-curing establishment, submitting plans of land applied for, and offering the sum of yearly rental for a lease for twenty-one years of 500 or 1,000 acres or more at Catlins Cove, on the West Coast. It was at first thought to grant a lease at the nominal rent mentioned, on condition that within a twelvemonth a certain amount of plant is on the ground, in terms of the application; but, after discussion, the matter was adjourned for a week.: [320, 609, 470, 740]
- article-paragraph: But in racing, the 'uncertainty' is as great as is 'the law,' or, as we have heard it said, as success in farming in New Zealand, where high winds, rain, or drought, and scarcity of labor at harvest, ofttimes upset the most carefully made calculations of probable returns. The commencement of the present racing season in England has afforded a remarkable series of surprises, commencing with the Brocklesby Stakes at the ancient Lincolnshire meeting, where, out of 20 runners, the winner turned up in an Irish horse named Scots Grey, a noted steeplechase horse but a rank outsider, who was at 20 to 1 in the betting. Then the Lincolnshire Handicap, the first flat race of any note of the season, was won by Tomahawk, a three-year-old, with the odds of 18 to 1 against him at starting. Next followed the Chester Cup, won by Organist, the favorite failing to get a place; but the greatest surprise of all was the race for the Two Thousand Guineas, looked on as a certainty for the unbeaten Rossmore, who figured only as third. The race was won by Lord Falmouth's Atlantic, by Thormanby; Reverberation second. The hope of the splendid son of Blair Athol and the Rowley Mile, by horses which scarcely made their mark as two-year-olds, must have occasioned immense consternation.: [478, 48, 628, 375]
- article-paragraph: Mr Macassey: There is no occasion to pass an Act. I know of nothing to prevent the Government destroying the telegrams.: [4, 179, 154, 217]
- article-paragraph: It is proposed by the Auckland Provincial Executive to increase the pay of the police by the economical amount of 6d per day. The men work seven days in the week, and for this they are now to receive 6s 6d.: [478, 1107, 628, 1164]
- article-paragraph: Messrs Connell and Moodie, for Messrs Guthrie and Larnach, applied for a lease of 160 acres of bush land situate in block 1, Woodlands. Granted until Dec. 31, 1876. Mr Connell submitted that it would be to the advantage of the Province if larger leases than those year's terms were granted, as with the short leases every stick of timber would be cut; while if any should be years' leases were granted, only that timber would be cut which was actually fit, and the younger growth would be cultivated. The Board thought a loss of revenue would be incurred, as even if the timber were all cut, the land would be still available; and the Chief Commissioner remarked that at the rate at which the timber land was being cut and cleared, there was still a supply for the next two hundred years.: [162, 1715, 312, 1921]
- lives-lost-cell: 3: [939, 1641, 944, 1650]
- article-paragraph: Satisfactory telegraphic communications have passed between the directors of the Auckland Steam Packet Company and the Hon. the Premier on the question of additionally subsidising the steamer plying between Auckland and Fiji. The result of the communication is, that arrangements have been effected by which an interim service has been established, which will, for a time, run on every six weeks. The company's steamer, Pert Chalmers, calling at Lyttelton, Wellington, and Napier, thence to Auckland, and thence on to Fiji, from which place she returns to Auckland and goes down South, calling at the intermediate ports between this and Port Chalmers as above enumerated. The subsidy for the first trip is £400, and £500 for each of the three others, the protection being made by Mr Vogel to these latter on account of the probable increase in the cost of trade which will follow the new arrangement. The Star of the South in the Pert agreed upon to perform the service; and probably by the time this interim arrangement is completed, a new and larger steamer, of a class sufficient to visit New Caledonia and the Samoan Islands, will be ready for service. 'Southern Cross.': [952, 748, 1102, 1047]
- article-paragraph: The London sporting papers of February last announce the death of Voltigeur, the Derby and Leger winner of 1850, but better known to the present generation by his match with the Flying Dutchman, also a Derby and Leger winner of the preceding year. The close of the struggle in this great match was splendidly pointed by Herring, and there is not a town in the British dominions, and scarcely a village, but where a colored engraving of this picture may be found adorning the parlor of one or more taverns. Here is fame. The names of Napoleon and Wellington will scarcely reach the ears of thousands who will feel a deep interest in the mighty struggle pictured before them between The Dutchman and Voltigeur. The reason of this match was the defeat of the wonderful Dutchman by Voltigeur for the Doncaster Cup, after the latter horse had won the Leger; but the great son of Bay Middleton vindicated his superiority when he met the son of Voltigeur as at York. Voltigeur is regarded by the fanatical opponents of the Blacklock blood as having failed at the stud, but he has been the sire of some rare good horses: Vedette, Skirmisher, the Ranger, and numerous others might be cited, though none of his stock ever won any of the great three-year-old races.: [478, 763, 628, 1090]
- article-paragraph: On Wednesday, Messrs Whitelaw and Co. offered the cargo ex Pamlingham for sale, and yesterday Messrs W. Andrew and Co. put up at auction 4,500 pockets of Mauritius. Owing to the bad weather and to the trade but very few sales were effected. Of the Pamlingham's cargo a small parcel of ration sugar was placed at £22 15s; a line of brewers' crystals realised £20 12s; and one of grocery sugars, £22 5s. Various sundry auctions is depressed as has manifested, and the transactions were confined to the sale of a parcel of white crystals at £26. In brandy the market has been very active; large parcels of Hennessy's, both in bulk and cases, have changed hands at considerably advanced rates; and an advance from Home quotes as high as from 9s to 9s 6d; importers are not inclined to press sales. Kerosene, which in consequence of short supply ruled high for some time past, is lower; the arrival of three vessels, now in the harbor, having stocked the market fully. Sales have been made of parcels deliverable from the railway shed at 1s 11d, in bond. Candles realise 11d; currants, 4½d to 5d per lb. Rice does not, however, are quoted higher at Home, and therefore an advance is probable. Butter and cheese remained unchanged, and dairy produce of all classes may be considered steady.: [952, 1280, 1102, 1607]
- article-paragraph: Mr James North, Portobello, wrote relative to the formation of a road between blocks 1 and 2, Portobello, and the Native Reserve. The letter was acknowledged as received and read.: [162, 1667, 312, 1714]
- table-row: [794, 1782, 944, 1791]
- article-paragraph: The following is in full the report of the pertinent parts of Mr Bannerman's speech at Balclutha on 9 April: 'He was astonished that he should have been asked to take part in the proceedings, belonging, as he did, to the set of incapables which the Dunedin Daily Times had declared the Ministers. Prior to the election, he was afraid of those on the platform so many of those ministers being present, and that he did not see some': [4, 1643, 154, 1756]
- article-paragraph: Warden Carew, of Lawrence, has been allowed twelve months' leave of absence, and Mr Warden Robinson will have charge of the Tuapeka district until his return.: [478, 1423, 628, 1470]
- article-paragraph: There were only three prisoners for trial at the criminal session at Invercargill on Friday. Alex. Davidson was sentenced to eighteen months' imprisonment for housebreaking; and Frank Golding to a year's hard labor for larceny. Henry Diamond, 'a new chum,' indicted for assault with intent to rob, was acquitted. In the insolvency jurisdiction one Fryer's discharge was opposed by creditors at Queenstown, who contended that as his debts had been contracted there he should be sent there for examination. The allegations were admitted, but the insolvent's solicitor said his client had been obliged to leave Queenstown to find employment; that he was now at work here; that a journey to Queenstown and loss of time there were more than his means would allow. His Honor said he had always discountenanced the practice of bringing bankruptcy cases into the central Courts, and encouraged their being transacted in the local ones. The petitioner had been relieved from attendance at preliminary examinations, and although it might be some hardship to him, he would have to impose upon him in this instance the trouble of a journey to Queenstown. He accordingly made the order as prayed.: [636, 565, 786, 874]
- table-header-cell: Name of Ship.: [794, 1595, 844, 1615]
- article-paragraph: His Honor: A rather anomalous point is to costs. If you ask for a rule nisi on separate grounds, and that costs should be costs in the cause, the Crown solicitor's office would be within the meaning of it; but where the actual defendant has not the slightest objection to the proceeding: he does not object to the telegrams being produced, therefore the rule can only relate to what is called the 'telegraph question'; and to have the case argued.: [4, 427, 154, 540]
- article-paragraph: The Lawrence District Land Officer reported on the application of Messrs Grant and Henry to purchase section 13a, block 3, Tuapeka East, that there was no objection. Mr J. S. Webb supported the application. To be advertised in the usual way.: [320, 57, 470, 123]
- year-cell: [901, 1734, 926, 1743]
